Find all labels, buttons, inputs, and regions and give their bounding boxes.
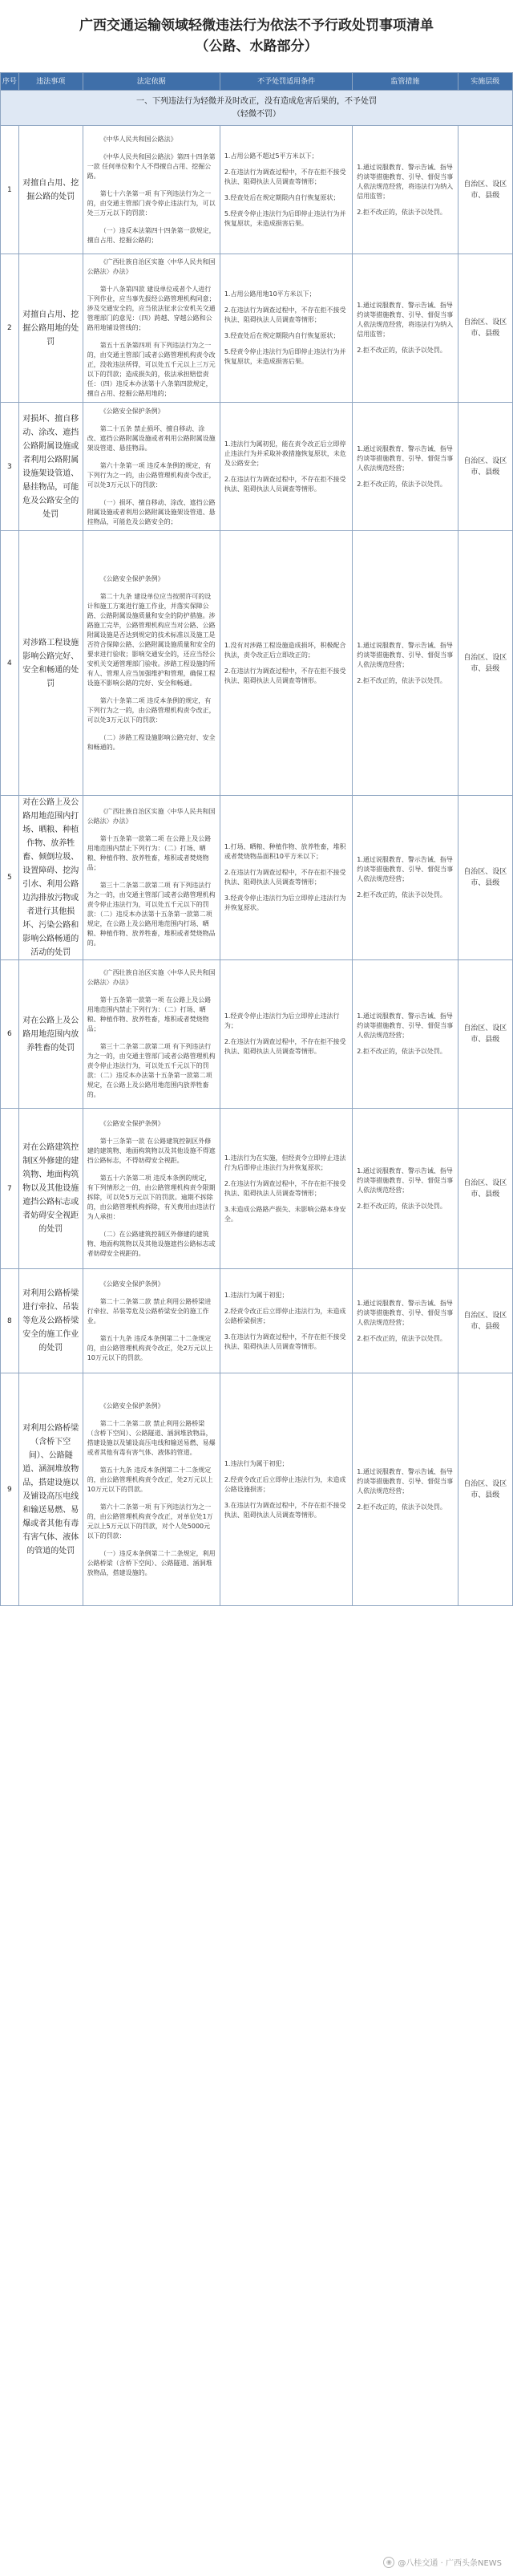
table-row [1, 1269, 513, 1373]
legal-basis-paragraph: 《广西壮族自治区实施〈中华人民共和国公路法〉办法》 [87, 969, 216, 986]
condition-item: 3.在违法行为调查过程中，不存在拒不接受执法、阻碍执法人员调查等情形。 [224, 1333, 346, 1350]
table-row [1, 960, 513, 1109]
measure-item: 1.通过说服教育、警示告诫、指导约谈等措施教育、引导、督促当事人依法规范经营； [357, 1299, 454, 1326]
violation-item: 对损坏、擅自移动、涂改、遮挡公路附属设施或者利用公路附属设施架设管道、悬挂物品，可能危及公路安全的处罚 [18, 403, 83, 531]
legal-basis [83, 1373, 220, 1606]
condition-item: 2.在违法行为调查过程中，不存在拒不接受执法、阻碍执法人员调查等情形。 [224, 667, 346, 684]
table-row [1, 531, 513, 796]
row-number: 1 [1, 126, 19, 254]
supervision-measures [353, 960, 458, 1109]
measure-item: 2.拒不改正的，依法予以处罚。 [357, 1334, 446, 1342]
exemption-conditions [220, 960, 352, 1109]
condition-item: 2.在违法行为调查过程中，不存在拒不接受执法、阻碍执法人员调查等情形； [224, 1179, 346, 1197]
supervision-measures [353, 796, 458, 960]
row-number: 9 [1, 1373, 19, 1606]
legal-basis-paragraph: 第五十九条 违反本条例第二十二条规定的，由公路管理机构责令改正，处2万元以上10万元以下的罚款。 [87, 1466, 213, 1493]
exemption-conditions [220, 531, 352, 796]
watermark [383, 2556, 502, 2568]
legal-basis-paragraph: （一）违反本法第四十四条第一款规定，擅自占用、挖掘公路的； [87, 226, 216, 244]
table-row [1, 1109, 513, 1269]
exemption-conditions [220, 403, 352, 531]
supervision-measures [353, 254, 458, 403]
condition-item: 2.经责令改正后立即停止违法行为，未造成公路桥梁损害； [224, 1307, 346, 1325]
watermark-text: @八桂交通 · 广西头条NEWS [398, 2559, 502, 2568]
measure-item: 1.通过说服教育、警示告诫、指导约谈等措施教育、引导、督促当事人依法规范经营； [357, 641, 454, 668]
measure-item: 2.拒不改正的，依法予以处罚。 [357, 347, 446, 354]
legal-basis-paragraph: 《中华人民共和国公路法》第四十四条第一款 任何单位和个人不得擅自占用、挖掘公路。 [87, 152, 216, 180]
camera-icon: ◉ [383, 2557, 394, 2568]
title-block [0, 0, 513, 72]
exemption-conditions [220, 1373, 352, 1606]
condition-item: 1.经责令停止违法行为后立即停止违法行为； [224, 1012, 340, 1029]
implementation-level: 自治区、设区市、县级 [458, 1269, 512, 1373]
legal-basis-paragraph: 第七十六条第一项 有下列违法行为之一的，由交通主管部门责令停止违法行为，可以处三万元以下的罚款： [87, 189, 216, 217]
condition-item: 1.占用公路用地10平方米以下； [224, 290, 316, 298]
exemption-conditions [220, 126, 352, 254]
measure-item: 2.拒不改正的，依法予以处罚。 [357, 208, 446, 216]
violation-item: 对利用公路桥梁进行牵拉、吊装等危及公路桥梁安全的施工作业的处罚 [18, 1269, 83, 1373]
supervision-measures [353, 531, 458, 796]
exemption-conditions [220, 1269, 352, 1373]
section-heading-line1: 一、下列违法行为轻微并及时改正，没有造成危害后果的，不予处罚 [136, 96, 377, 106]
legal-basis-paragraph: 《公路安全保护条例》 [99, 574, 164, 582]
measure-item: 2.拒不改正的，依法予以处罚。 [357, 676, 446, 684]
legal-basis-paragraph: 第十三条第一款 在公路建筑控制区外修建的建筑物、地面构筑物以及其他设施不得遮挡公路标志，不得妨碍安全视距。 [87, 1137, 216, 1164]
legal-basis-paragraph: 第二十九条 建设单位应当按照许可的设计和施工方案进行施工作业，并落实保障公路、公路附属设施质量和安全的防护措施。涉路施工完毕，公路管理机构应当对公路、公路附属设施是否达到规定的技术标准以及施工是否符合保障公路、公路附属设施质量和安全的要求进行验收；影响交通安全的，还应当经公安机关交通管理部门验收。涉路工程设施的所有人、管理人应当加强维护和管理，确保工程设施不影响公路的完好、安全和畅通。 [87, 592, 216, 687]
legal-basis-paragraph: （一）违反本条例第二十二条规定，利用公路桥梁（含桥下空间）、公路隧道、涵洞堆放物品，搭建设施的。 [87, 1549, 216, 1576]
violation-item: 对在公路建筑控制区外修建的建筑物、地面构筑物以及其他设施遮挡公路标志或者妨碍安全视距的处罚 [18, 1109, 83, 1269]
legal-basis-paragraph: 第十五条第一款第二项 在公路上及公路用地范围内禁止下列行为：（二）打场、晒粮、种植作物、放养牲畜，堆积或者焚烧物品； [87, 835, 212, 871]
supervision-measures [353, 403, 458, 531]
legal-basis-paragraph: （二）在公路建筑控制区外修建的建筑物、地面构筑物以及其他设施遮挡公路标志或者妨碍安全视距的。 [87, 1230, 216, 1257]
measure-item: 1.通过说服教育、警示告诫、指导约谈等措施教育、引导、督促当事人依法规范经营，将违法行为纳入信用监管； [357, 302, 454, 338]
legal-basis-paragraph: （一）损坏、擅自移动、涂改、遮挡公路附属设施或者利用公路附属设施架设管道、悬挂物品，可能危及公路安全的； [87, 498, 216, 525]
row-number: 8 [1, 1269, 19, 1373]
legal-basis-paragraph: 第十八条第四款 建设单位或者个人进行下列作业，应当事先报经公路管理机构同意；涉及交通安全的，应当依法征求公安机关交通管理部门的意见：（四）跨越、穿越公路和公路用地铺设管线的； [87, 286, 216, 331]
table-row [1, 403, 513, 531]
table-row [1, 254, 513, 403]
row-number: 7 [1, 1109, 19, 1269]
page-subtitle: （公路、水路部分） [195, 39, 318, 55]
header-basis: 法定依据 [83, 73, 220, 91]
legal-basis-paragraph: 第二十二条第二款 禁止利用公路桥梁（含桥下空间）、公路隧道、涵洞堆放物品，搭建设施以及铺设高压电线和输送易燃、易爆或者其他有毒有害气体、液体的管道。 [87, 1419, 216, 1456]
measure-item: 2.拒不改正的，依法予以处罚。 [357, 1503, 446, 1511]
legal-basis [83, 796, 220, 960]
condition-item: 2.在违法行为调查过程中，不存在拒不接受执法、阻碍执法人员调查等情形。 [224, 475, 346, 493]
supervision-measures [353, 126, 458, 254]
condition-item: 1.打场、晒粮、种植作物、放养牲畜，堆积或者焚烧物品面积10平方米以下； [224, 843, 346, 860]
condition-item: 2.在违法行为调查过程中，不存在拒不接受执法、阻碍执法人员调查等情形； [224, 869, 346, 886]
condition-item: 1.违法行为在实施，但经责令立即停止违法行为后即停止违法行为并恢复原状； [224, 1154, 346, 1171]
supervision-measures [353, 1269, 458, 1373]
condition-item: 1.占用公路不超过5平方米以下； [224, 152, 318, 160]
header-conditions: 不予处罚适用条件 [220, 73, 352, 91]
violation-item: 对擅自占用、挖掘公路的处罚 [18, 126, 83, 254]
page-title: 广西交通运输领域轻微违法行为依法不予行政处罚事项清单 [79, 18, 434, 34]
legal-basis-paragraph: 《公路安全保护条例》 [99, 1280, 164, 1288]
implementation-level: 自治区、设区市、县级 [458, 1373, 512, 1606]
header-item: 违法事项 [18, 73, 83, 91]
table-row [1, 796, 513, 960]
condition-item: 2.在违法行为调查过程中，不存在拒不接受执法、阻碍执法人员调查等情形； [224, 306, 346, 323]
legal-basis [83, 531, 220, 796]
condition-item: 3.未造成公路路产损失、未影响公路本身安全。 [224, 1205, 346, 1223]
measure-item: 2.拒不改正的，依法予以处罚。 [357, 1048, 446, 1055]
supervision-measures [353, 1373, 458, 1606]
legal-basis-paragraph: 第五十六条第二项 违反本条例的规定，有下列情形之一的，由公路管理机构责令限期拆除，可以处5万元以下的罚款。逾期不拆除的，由公路管理机构拆除，有关费用由违法行为人承担： [87, 1174, 216, 1220]
condition-item: 5.经责令停止违法行为后即停止违法行为并恢复原状，未造成损害后果。 [224, 209, 346, 227]
row-number: 2 [1, 254, 19, 403]
legal-basis-paragraph: 《公路安全保护条例》 [99, 1402, 164, 1410]
condition-item: 2.在违法行为调查过程中，不存在拒不接受执法、阻碍执法人员调查等情形； [224, 168, 346, 185]
header-measures: 监管措施 [353, 73, 458, 91]
measure-item: 2.拒不改正的，依法予以处罚。 [357, 1202, 446, 1210]
legal-basis-paragraph: 第二十五条 禁止损坏、擅自移动、涂改、遮挡公路附属设施或者利用公路附属设施架设管道、悬挂物品。 [87, 424, 216, 452]
implementation-level: 自治区、设区市、县级 [458, 531, 512, 796]
violation-item: 对涉路工程设施影响公路完好、安全和畅通的处罚 [18, 531, 83, 796]
condition-item: 1.违法行为属于初犯； [224, 1459, 289, 1467]
condition-item: 2.经责令改正后立即停止违法行为，未造成公路设施损害； [224, 1475, 346, 1493]
section-heading [1, 91, 513, 126]
legal-basis [83, 960, 220, 1109]
legal-basis-paragraph: 第五十九条 违反本条例第二十二条规定的，由公路管理机构责令改正，处2万元以上10万元以下的罚款。 [87, 1334, 213, 1361]
legal-basis-paragraph: 第三十二条第二款第二项 有下列违法行为之一的，由交通主管部门或者公路管理机构责令停止违法行为，可以处五千元以下的罚款：（二）违反本办法第十五条第一款第二项规定，在公路上及公路用地范围内放养牲畜的。 [87, 1043, 216, 1098]
legal-basis-paragraph: 第六十条第二项 违反本条例的规定，有下列行为之一的，由公路管理机构责令改正，可以处3万元以下的罚款： [87, 696, 216, 724]
implementation-level: 自治区、设区市、县级 [458, 403, 512, 531]
implementation-level: 自治区、设区市、县级 [458, 126, 512, 254]
legal-basis [83, 1269, 220, 1373]
implementation-level: 自治区、设区市、县级 [458, 960, 512, 1109]
condition-item: 3.经责令停止违法行为后立即停止违法行为并恢复原状。 [224, 895, 346, 911]
condition-item: 1.没有对涉路工程设施造成损坏，积极配合执法，责令改正后立即改正的； [224, 641, 346, 659]
section-heading-row [1, 91, 513, 126]
measure-item: 1.通过说服教育、警示告诫、指导约谈等措施教育、引导、督促当事人依法规范经营； [357, 856, 454, 882]
measure-item: 1.通过说服教育、警示告诫、指导约谈等措施教育、引导、督促当事人依法规范经营； [357, 444, 454, 472]
legal-basis-paragraph: （二）涉路工程设施影响公路完好、安全和畅通的。 [87, 733, 216, 751]
header-level: 实施层级 [458, 73, 512, 91]
condition-item: 3.经查处后在规定期限内自行恢复原状； [224, 332, 340, 339]
section-heading-line2: （轻微不罚） [232, 109, 281, 119]
condition-item: 5.经责令停止违法行为后即停止违法行为并恢复原状，未造成损害后果。 [224, 348, 346, 365]
legal-basis-paragraph: 《中华人民共和国公路法》 [99, 135, 177, 143]
legal-basis-paragraph: 第五十五条第四项 有下列违法行为之一的，由交通主管部门或者公路管理机构责令改正，没收违法所得，可以处五千元以上三万元以下的罚款；造成损失的，依法承担赔偿责任：（四）违反本办法第十八条第四款规定，擅自占用、挖掘公路用地的； [87, 342, 216, 397]
legal-basis [83, 126, 220, 254]
table-row [1, 1373, 513, 1606]
condition-item: 1.违法行为属于初犯； [224, 1291, 289, 1299]
violation-item: 对在公路上及公路用地范围内放养牲畜的处罚 [18, 960, 83, 1109]
measure-item: 2.拒不改正的，依法予以处罚。 [357, 891, 446, 899]
implementation-level: 自治区、设区市、县级 [458, 254, 512, 403]
violation-item: 对擅自占用、挖掘公路用地的处罚 [18, 254, 83, 403]
exemption-conditions [220, 254, 352, 403]
legal-basis-paragraph: 《公路安全保护条例》 [99, 1119, 164, 1127]
condition-item: 1.违法行为属初犯，能在责令改正后立即停止违法行为并采取补救措施恢复原状，未危及公路安全； [224, 440, 346, 467]
row-number: 4 [1, 531, 19, 796]
measure-item: 1.通过说服教育、警示告诫、指导约谈等措施教育、引导、督促当事人依法规范经营； [357, 1166, 454, 1194]
row-number: 6 [1, 960, 19, 1109]
legal-basis [83, 403, 220, 531]
condition-item: 3.经查处后在规定期限内自行恢复原状； [224, 193, 340, 201]
implementation-level: 自治区、设区市、县级 [458, 796, 512, 960]
legal-basis-paragraph: 第二十二条第二款 禁止利用公路桥梁进行牵拉、吊装等危及公路桥梁安全的施工作业。 [87, 1297, 212, 1325]
measure-item: 1.通过说服教育、警示告诫、指导约谈等措施教育、引导、督促当事人依法规范经营； [357, 1467, 454, 1495]
exemption-conditions [220, 1109, 352, 1269]
legal-basis [83, 254, 220, 403]
penalty-list-table [0, 72, 513, 1606]
legal-basis-paragraph: 第六十条第一项 违反本条例的规定，有下列行为之一的，由公路管理机构责令改正，可以处3万元以下的罚款： [87, 461, 216, 489]
legal-basis-paragraph: 第三十二条第二款第二项 有下列违法行为之一的，由交通主管部门或者公路管理机构责令停止违法行为，可以处五千元以下的罚款：（二）违反本办法第十五条第一款第二项规定，在公路上及公路用地范围内打场、晒粮、种植作物、放养牲畜，堆积或者焚烧物品的。 [87, 882, 216, 947]
measure-item: 1.通过说服教育、警示告诫、指导约谈等措施教育、引导、督促当事人依法规范经营； [357, 1012, 454, 1039]
measure-item: 1.通过说服教育、警示告诫、指导约谈等措施教育、引导、督促当事人依法规范经营，将违法行为纳入信用监管； [357, 163, 454, 200]
header-no: 序号 [1, 73, 19, 91]
legal-basis-paragraph: 《广西壮族自治区实施〈中华人民共和国公路法〉办法》 [87, 258, 216, 275]
row-number: 3 [1, 403, 19, 531]
table-header-row [1, 73, 513, 91]
condition-item: 3.在违法行为调查过程中，不存在拒不接受执法、阻碍执法人员调查等情形。 [224, 1501, 346, 1519]
row-number: 5 [1, 796, 19, 960]
supervision-measures [353, 1109, 458, 1269]
table-row [1, 126, 513, 254]
condition-item: 2.在违法行为调查过程中，不存在拒不接受执法、阻碍执法人员调查等情形。 [224, 1038, 346, 1055]
violation-item: 对在公路上及公路用地范围内打场、晒粮、种植作物、放养牲畜、倾倒垃圾、设置障碍、挖沟引水、利用公路边沟排放污物或者进行其他损坏、污染公路和影响公路畅通的活动的处罚 [18, 796, 83, 960]
legal-basis-paragraph: 《公路安全保护条例》 [99, 407, 164, 415]
legal-basis-paragraph: 第六十二条第一项 有下列违法行为之一的，由公路管理机构责令改正，对单位处1万元以上5万元以下的罚款，对个人处5000元以下的罚款： [87, 1503, 213, 1540]
implementation-level: 自治区、设区市、县级 [458, 1109, 512, 1269]
legal-basis [83, 1109, 220, 1269]
violation-item: 对利用公路桥梁（含桥下空间）、公路隧道、涵洞堆放物品，搭建设施以及铺设高压电线和输送易燃、易爆或者其他有毒有害气体、液体的管道的处罚 [18, 1373, 83, 1606]
legal-basis-paragraph: 《广西壮族自治区实施〈中华人民共和国公路法〉办法》 [87, 808, 216, 825]
legal-basis-paragraph: 第十五条第一款第一项 在公路上及公路用地范围内禁止下列行为：（二）打场、晒粮、种植作物、放养牲畜，堆积或者焚烧物品； [87, 996, 212, 1032]
measure-item: 2.拒不改正的，依法予以处罚。 [357, 480, 446, 488]
exemption-conditions [220, 796, 352, 960]
